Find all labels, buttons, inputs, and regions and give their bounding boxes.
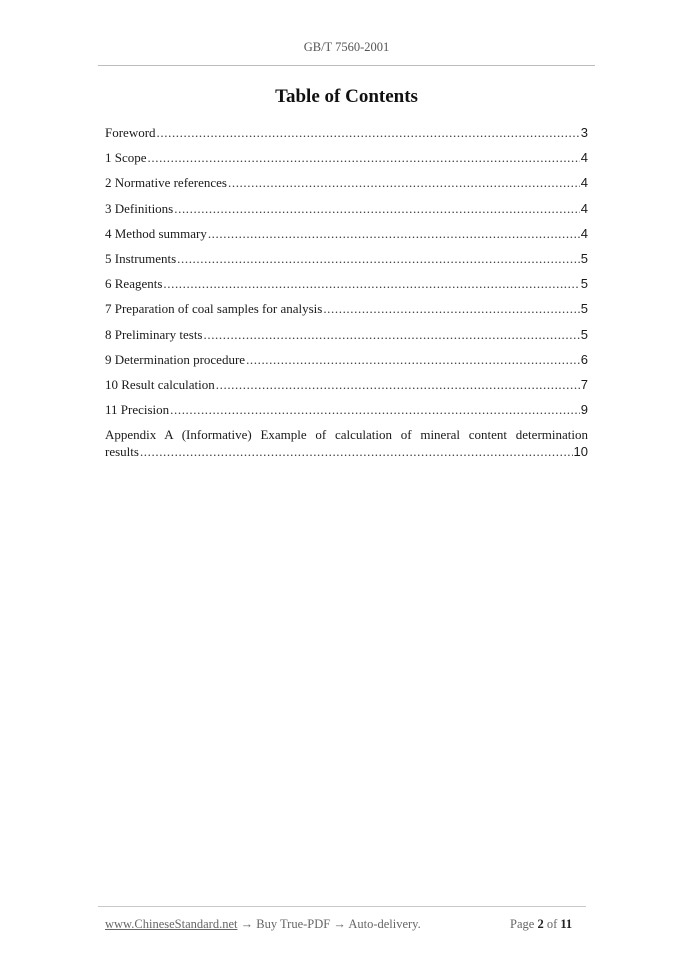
- dot-leader: [246, 350, 580, 370]
- toc-entry-page: 4: [580, 200, 588, 216]
- toc-entry-determination-procedure[interactable]: [105, 350, 588, 375]
- toc-entry-page: 10: [573, 444, 588, 460]
- toc-entry-label: 7 Preparation of coal samples for analysis: [105, 301, 323, 317]
- toc-entry-label: 11 Precision: [105, 402, 170, 418]
- toc-entry-label: 2 Normative references: [105, 175, 227, 191]
- toc-entry-label: 10 Result calculation: [105, 376, 215, 392]
- toc-entry-label: 5 Instruments: [105, 250, 177, 266]
- footer-promo: [105, 917, 421, 932]
- toc-entry-label-continued: results: [105, 444, 139, 460]
- toc-entry-page: 5: [580, 326, 588, 342]
- toc-entry-preliminary-tests[interactable]: [105, 325, 588, 350]
- dot-leader: [148, 148, 580, 168]
- toc-entry-label: Foreword: [105, 125, 156, 140]
- dot-leader: [174, 199, 580, 219]
- dot-leader: [170, 400, 580, 420]
- toc-entry-label: 3 Definitions: [105, 200, 174, 216]
- toc-entry-page: 4: [580, 175, 588, 191]
- dot-leader: [204, 325, 580, 345]
- toc-entry-definitions[interactable]: [105, 199, 588, 224]
- dot-leader: [177, 249, 580, 269]
- buy-true-pdf-text: Buy True-PDF: [256, 917, 331, 931]
- toc-entry-label: 8 Preliminary tests: [105, 326, 203, 342]
- total-pages: 11: [560, 917, 573, 931]
- arrow-icon: →: [333, 917, 346, 931]
- of-word: of: [546, 917, 558, 931]
- toc-entry-page: 6: [580, 351, 588, 367]
- document-code-header: GB/T 7560-2001: [303, 40, 390, 54]
- toc-entry-page: 5: [580, 301, 588, 317]
- toc-entry-page: 4: [580, 225, 588, 241]
- toc-entry-result-calculation[interactable]: [105, 375, 588, 400]
- dot-leader: [157, 123, 580, 143]
- toc-entry-reagents[interactable]: [105, 274, 588, 299]
- toc-entry-label: 9 Determination procedure: [105, 351, 246, 367]
- toc-entry-page: 4: [580, 150, 588, 166]
- toc-entry-method-summary[interactable]: [105, 224, 588, 249]
- auto-delivery-text: Auto-delivery.: [348, 917, 421, 931]
- toc-entry-label: Appendix A (Informative) Example of calculation of mineral content determination: [105, 427, 588, 443]
- toc-entry-preparation[interactable]: [105, 299, 588, 324]
- toc-entry-page: 7: [580, 376, 588, 392]
- header-divider: [98, 65, 595, 66]
- toc-entry-foreword[interactable]: [105, 123, 588, 148]
- page-number: [510, 917, 572, 932]
- site-link[interactable]: www.ChineseStandard.net: [105, 917, 238, 931]
- toc-entry-appendix-a[interactable]: [105, 426, 588, 460]
- toc-entry-page: 5: [580, 276, 588, 292]
- toc-entry-page: 5: [580, 250, 588, 266]
- current-page: 2: [537, 917, 544, 931]
- toc-entry-page: 3: [580, 125, 588, 140]
- toc-entry-scope[interactable]: [105, 148, 588, 173]
- toc-list: [105, 123, 588, 460]
- dot-leader: [140, 443, 573, 460]
- toc-title: Table of Contents: [275, 86, 418, 107]
- toc-entry-instruments[interactable]: [105, 249, 588, 274]
- dot-leader: [216, 375, 580, 395]
- toc-entry-precision[interactable]: [105, 400, 588, 425]
- dot-leader: [323, 299, 579, 319]
- toc-entry-label: 4 Method summary: [105, 225, 207, 241]
- arrow-icon: →: [240, 917, 254, 931]
- dot-leader: [208, 224, 580, 244]
- toc-entry-label: 6 Reagents: [105, 276, 163, 292]
- toc-entry-label: 1 Scope: [105, 150, 147, 166]
- toc-entry-normative-references[interactable]: [105, 173, 588, 198]
- dot-leader: [228, 173, 580, 193]
- toc-entry-page: 9: [580, 402, 588, 418]
- dot-leader: [163, 274, 579, 294]
- page-word: Page: [510, 917, 535, 931]
- footer-divider: [98, 906, 586, 907]
